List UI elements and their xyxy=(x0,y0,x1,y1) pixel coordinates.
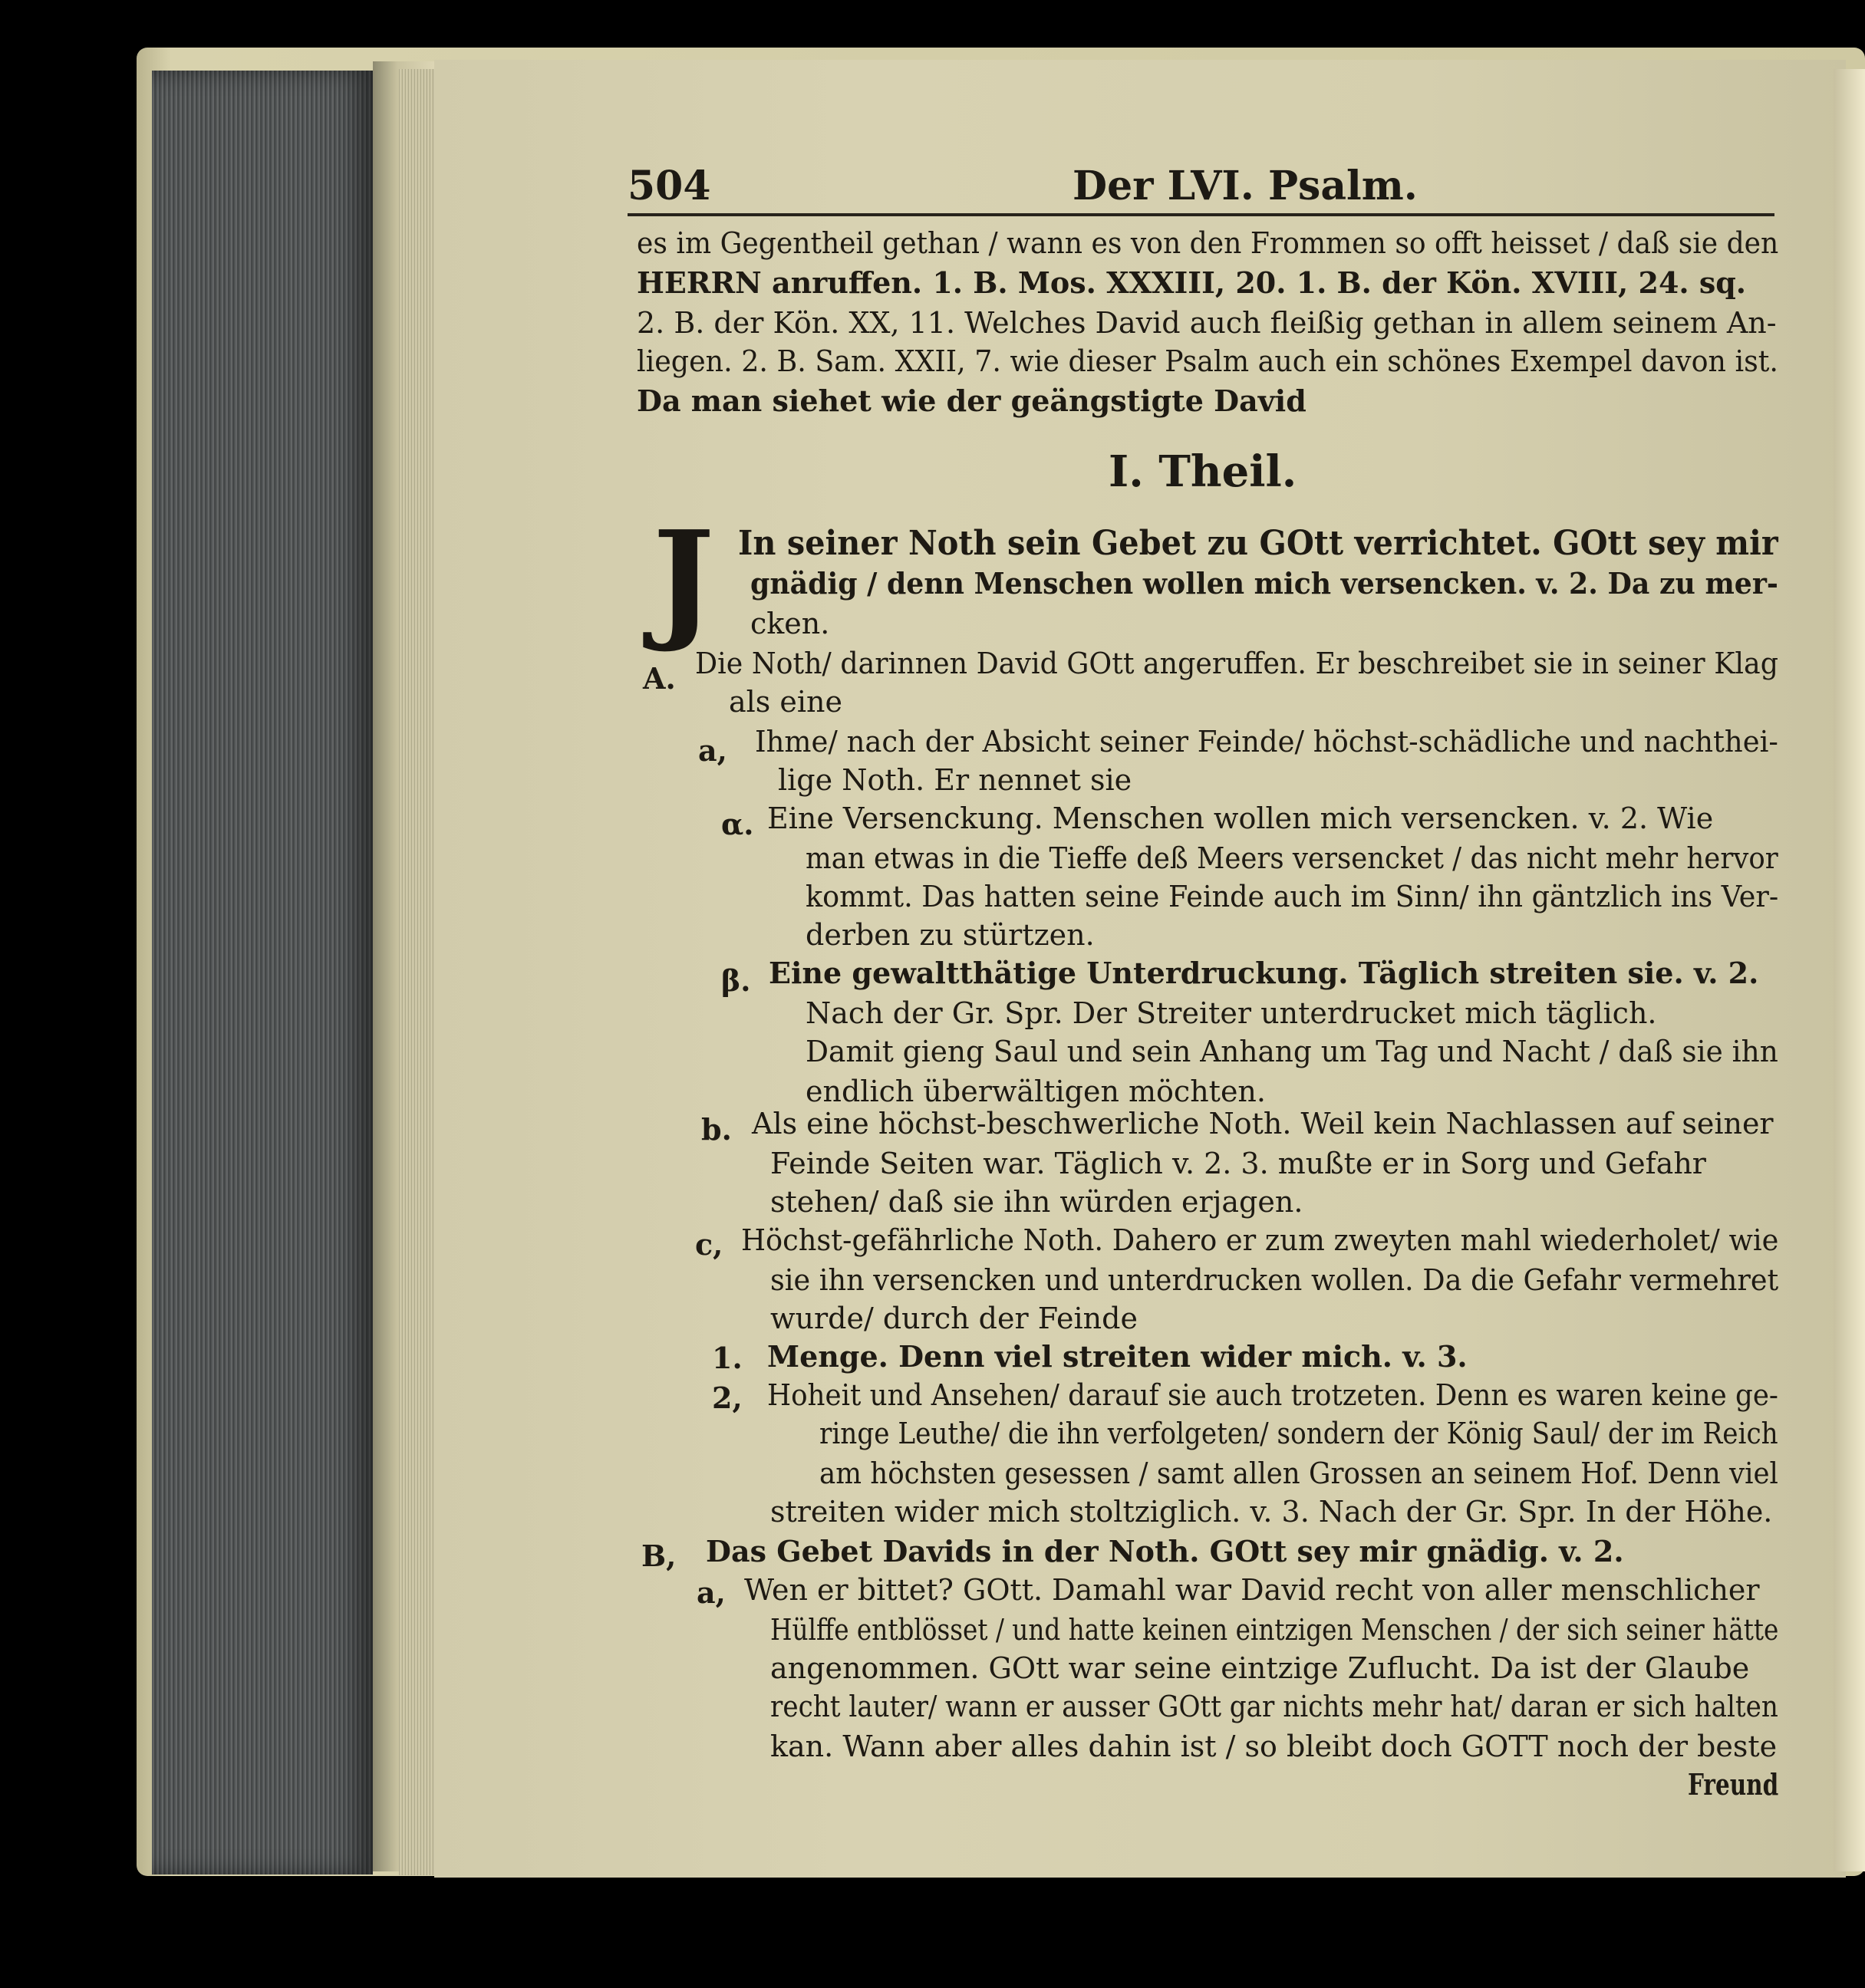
text-line: sie ihn versencken und unterdrucken wollen. Da die Gefahr vermehret xyxy=(770,1263,1779,1297)
text-line: ringe Leuthe/ die ihn verfolgeten/ sondern der König Saul/ der im Reich xyxy=(819,1417,1778,1450)
catchword: Freund xyxy=(1688,1767,1779,1802)
text-line: endlich überwältigen möchten. xyxy=(806,1075,1266,1108)
header-rule xyxy=(628,213,1774,216)
text-line: derben zu stürtzen. xyxy=(806,918,1095,952)
text-line: 2. B. der Kön. XX, 11. Welches David auch fleißig gethan in allem seinem An- xyxy=(637,306,1777,340)
gutter-page-stack xyxy=(399,69,434,1875)
text-line: Hoheit und Ansehen/ darauf sie auch trotzeten. Denn es waren keine ge- xyxy=(767,1378,1778,1412)
text-line: stehen/ daß sie ihn würden erjagen. xyxy=(770,1185,1303,1219)
text-line: Hülffe entblösset / und hatte keinen eintzigen Menschen / der sich seiner hätte xyxy=(770,1613,1779,1647)
outline-marker: 1. xyxy=(712,1341,743,1375)
running-title: Der LVI. Psalm. xyxy=(1073,163,1418,209)
section-title: I. Theil. xyxy=(1109,446,1297,497)
facing-page-edge xyxy=(1834,69,1865,1871)
page-number: 504 xyxy=(628,163,711,209)
text-line: man etwas in die Tieffe deß Meers versencket / das nicht mehr hervor xyxy=(806,841,1778,875)
text-line: am höchsten gesessen / samt allen Grossen an seinem Hof. Denn viel xyxy=(819,1456,1778,1490)
outline-marker: A. xyxy=(643,661,676,696)
text-line: Eine Versenckung. Menschen wollen mich versencken. v. 2. Wie xyxy=(767,801,1714,835)
page-edges xyxy=(152,71,373,1874)
text-line: Wen er bittet? GOtt. Damahl war David recht von aller menschlicher xyxy=(744,1573,1760,1607)
text-line: Eine gewaltthätige Unterdruckung. Täglich streiten sie. v. 2. xyxy=(769,956,1759,990)
outline-marker: 2, xyxy=(712,1381,743,1415)
text-line: wurde/ durch der Feinde xyxy=(770,1302,1138,1335)
text-line: lige Noth. Er nennet sie xyxy=(778,763,1132,797)
text-line: Da man siehet wie der geängstigte David xyxy=(637,383,1306,418)
text-line: Menge. Denn viel streiten wider mich. v. 3. xyxy=(767,1339,1468,1374)
text-line: angenommen. GOtt war seine eintzige Zuflucht. Da ist der Glaube xyxy=(770,1651,1750,1685)
outline-marker: a, xyxy=(698,733,727,768)
text-line: Die Noth/ darinnen David GOtt angeruffen. Er beschreibet sie in seiner Klag xyxy=(695,647,1778,680)
outline-marker: b. xyxy=(701,1112,732,1147)
text-line: streiten wider mich stoltziglich. v. 3. Nach der Gr. Spr. In der Höhe. xyxy=(770,1495,1773,1529)
decorated-initial: J xyxy=(652,502,715,656)
text-line: Ihme/ nach der Absicht seiner Feinde/ höchst-schädliche und nachthei- xyxy=(755,725,1778,759)
outline-marker: c, xyxy=(695,1227,723,1262)
text-line: HERRN anruffen. 1. B. Mos. XXXIII, 20. 1. B. der Kön. XVIII, 24. sq. xyxy=(637,265,1747,300)
text-line: Feinde Seiten war. Täglich v. 2. 3. mußte er in Sorg und Gefahr xyxy=(770,1147,1706,1180)
text-line: recht lauter/ wann er ausser GOtt gar nichts mehr hat/ daran er sich halten xyxy=(770,1690,1778,1723)
text-line: gnädig / denn Menschen wollen mich versencken. v. 2. Da zu mer- xyxy=(750,566,1778,601)
text-line: kommt. Das hatten seine Feinde auch im Sinn/ ihn gäntzlich ins Ver- xyxy=(806,880,1779,913)
page-header xyxy=(628,160,1778,215)
outline-marker: α. xyxy=(721,807,754,841)
text-line: Damit gieng Saul und sein Anhang um Tag und Nacht / daß sie ihn xyxy=(806,1035,1778,1068)
outline-marker: B, xyxy=(641,1539,677,1573)
outline-marker: a, xyxy=(697,1575,726,1610)
text-line: liegen. 2. B. Sam. XXII, 7. wie dieser Psalm auch ein schönes Exempel davon ist. xyxy=(637,344,1778,378)
outline-marker: β. xyxy=(721,963,751,998)
text-line: es im Gegentheil gethan / wann es von den Frommen so offt heisset / daß sie den xyxy=(637,226,1779,260)
text-line: als eine xyxy=(729,685,842,719)
text-line: cken. xyxy=(750,607,830,640)
text-line: Nach der Gr. Spr. Der Streiter unterdrucket mich täglich. xyxy=(806,996,1657,1030)
text-line: Das Gebet Davids in der Noth. GOtt sey mir gnädig. v. 2. xyxy=(706,1534,1624,1568)
text-line: Höchst-gefährliche Noth. Dahero er zum zweyten mahl wiederholet/ wie xyxy=(741,1223,1779,1257)
text-line: kan. Wann aber alles dahin ist / so bleibt doch GOTT noch der beste xyxy=(770,1730,1778,1763)
text-line: In seiner Noth sein Gebet zu GOtt verrichtet. GOtt sey mir xyxy=(738,524,1778,563)
text-line: Als eine höchst-beschwerliche Noth. Weil kein Nachlassen auf seiner xyxy=(752,1107,1774,1140)
